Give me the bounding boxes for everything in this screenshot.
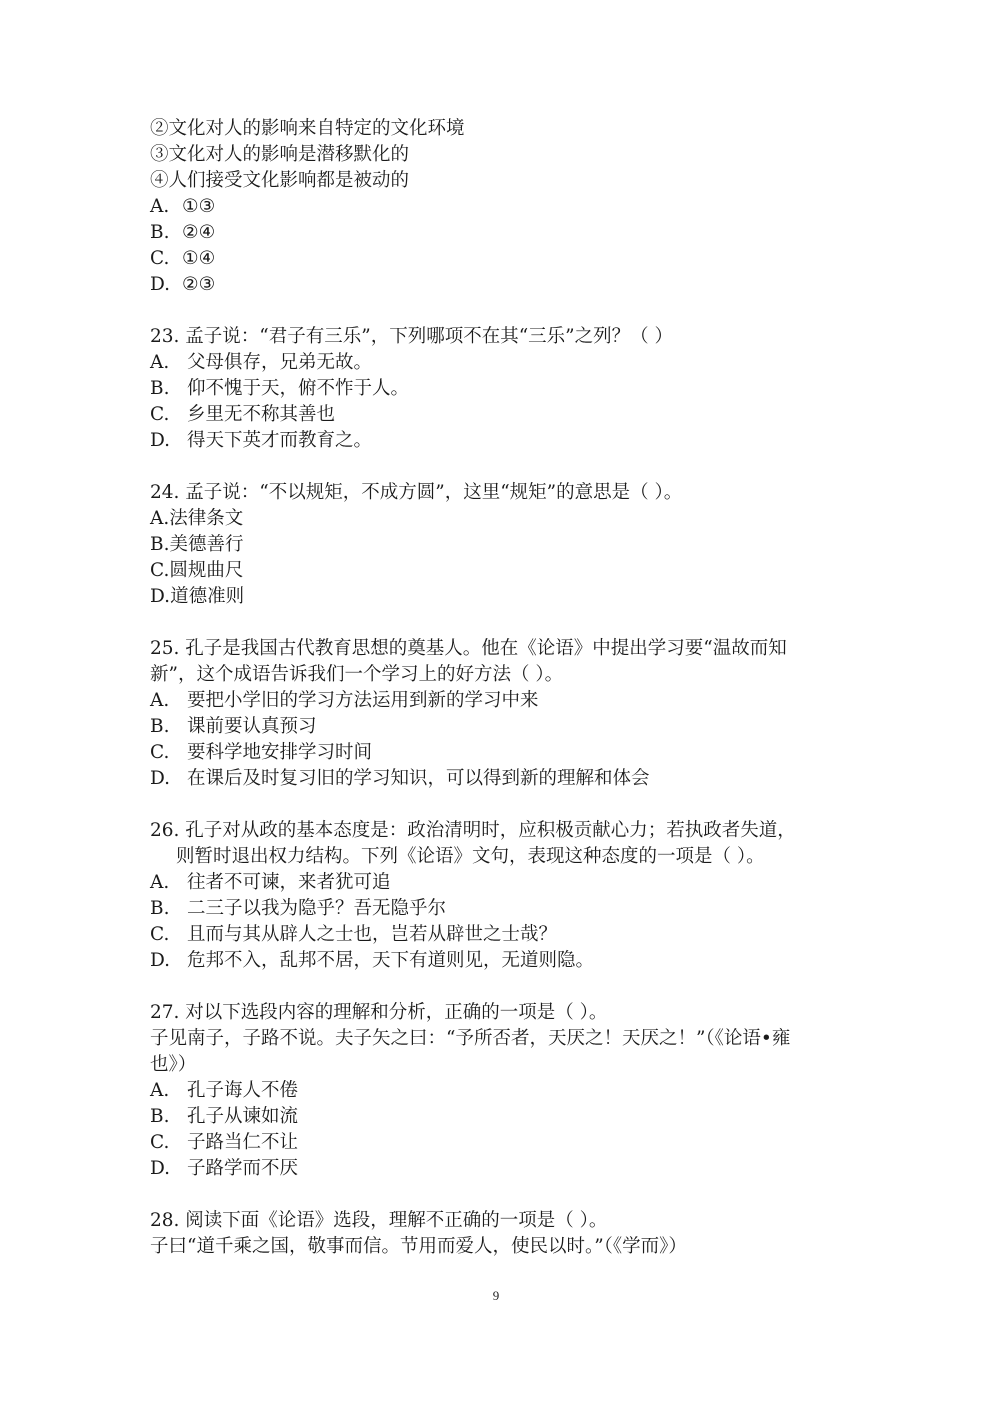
answer-option: B. 仰不愧于天，俯不怍于人。 — [150, 378, 410, 399]
answer-option: D. 得天下英才而教育之。 — [150, 430, 373, 451]
answer-option: A. 要把小学旧的学习方法运用到新的学习中来 — [150, 690, 539, 711]
statement: ②文化对人的影响来自特定的文化环境 — [150, 118, 465, 139]
answer-option: A. 父母俱存，兄弟无故。 — [150, 352, 373, 373]
answer-option: D. 危邦不入，乱邦不居，天下有道则见，无道则隐。 — [150, 950, 595, 971]
answer-option: D.道德准则 — [150, 586, 245, 607]
document-page — [150, 116, 850, 1260]
answer-option: B.美德善行 — [150, 534, 244, 555]
answer-option: B. 课前要认真预习 — [150, 716, 317, 737]
quoted-passage: 子曰“道千乘之国，敬事而信。节用而爱人，使民以时。”（《学而》） — [150, 1236, 687, 1257]
question-stem-continued: 新”，这个成语告诉我们一个学习上的好方法（ ）。 — [150, 664, 564, 685]
answer-option: D. ②③ — [150, 274, 216, 295]
answer-option: A. 往者不可谏，来者犹可追 — [150, 872, 391, 893]
answer-option: A. 孔子诲人不倦 — [150, 1080, 299, 1101]
question-stem: 26. 孔子对从政的基本态度是：政治清明时，应积极贡献心力；若执政者失道， — [150, 820, 796, 841]
question-stem-continued: 则暂时退出权力结构。下列《论语》文句，表现这种态度的一项是（ ）。 — [176, 846, 765, 867]
answer-option: C. 乡里无不称其善也 — [150, 404, 336, 425]
question-stem: 27. 对以下选段内容的理解和分析，正确的一项是（ ）。 — [150, 1002, 608, 1023]
question-stem: 24. 孟子说：“不以规矩，不成方圆”，这里“规矩”的意思是（ ）。 — [150, 482, 683, 503]
answer-option: D. 子路学而不厌 — [150, 1158, 299, 1179]
question-stem: 23. 孟子说：“君子有三乐”，下列哪项不在其“三乐”之列？（ ） — [150, 326, 674, 347]
answer-option: C.圆规曲尺 — [150, 560, 244, 581]
answer-option: C. ①④ — [150, 248, 216, 269]
answer-option: A. ①③ — [150, 196, 216, 217]
answer-option: B. 孔子从谏如流 — [150, 1106, 299, 1127]
statement: ④人们接受文化影响都是被动的 — [150, 170, 410, 191]
statement: ③文化对人的影响是潜移默化的 — [150, 144, 410, 165]
question-stem: 28. 阅读下面《论语》选段，理解不正确的一项是（ ）。 — [150, 1210, 608, 1231]
answer-option: C. 子路当仁不让 — [150, 1132, 299, 1153]
answer-option: B. 二三子以我为隐乎？吾无隐乎尔 — [150, 898, 447, 919]
answer-option: A.法律条文 — [150, 508, 244, 529]
page-number: 9 — [492, 1288, 500, 1303]
quoted-passage-continued: 也》） — [150, 1054, 197, 1075]
question-stem: 25. 孔子是我国古代教育思想的奠基人。他在《论语》中提出学习要“温故而知 — [150, 638, 787, 659]
answer-option: C. 且而与其从辟人之士也，岂若从辟世之士哉？ — [150, 924, 558, 945]
answer-option: D. 在课后及时复习旧的学习知识，可以得到新的理解和体会 — [150, 768, 650, 789]
quoted-passage: 子见南子，子路不说。夫子矢之曰：“予所否者，天厌之！天厌之！”（《论语•雍 — [150, 1028, 791, 1049]
answer-option: C. 要科学地安排学习时间 — [150, 742, 373, 763]
answer-option: B. ②④ — [150, 222, 216, 243]
